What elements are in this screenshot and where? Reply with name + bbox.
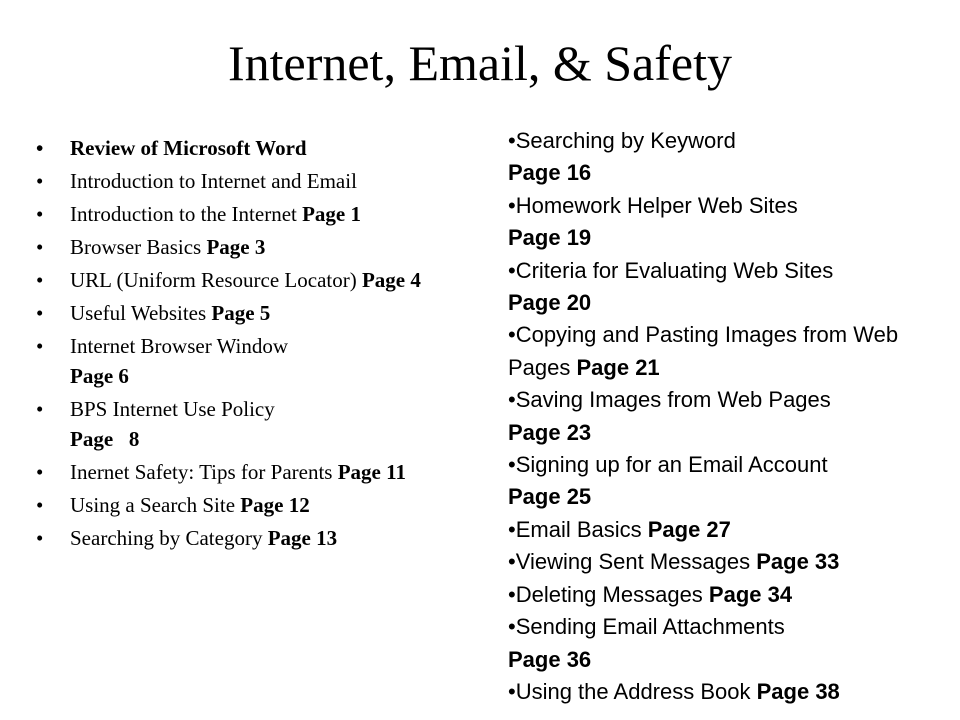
list-item bbox=[36, 335, 456, 357]
list-item bbox=[36, 203, 456, 225]
list-item bbox=[508, 190, 948, 255]
item-text: •Saving Images from Web Pages bbox=[508, 387, 831, 413]
list-item bbox=[36, 170, 456, 192]
item-page: Page 20 bbox=[508, 290, 592, 316]
item-text: •Copying and Pasting Images from Web Pages bbox=[508, 322, 899, 380]
item-page: Page 6 bbox=[70, 364, 129, 388]
list-item bbox=[508, 384, 948, 449]
item-page: Page 38 bbox=[756, 678, 840, 704]
item-page: Page 27 bbox=[647, 516, 731, 542]
list-item bbox=[508, 125, 948, 190]
item-text: Searching by Category bbox=[70, 526, 268, 550]
left-topic-list bbox=[36, 137, 456, 560]
item-page: Page 11 bbox=[337, 460, 406, 484]
item-page: Page 36 bbox=[508, 646, 592, 672]
right-topic-list bbox=[508, 125, 948, 708]
item-page: Page 13 bbox=[267, 526, 338, 550]
item-text: Browser Basics bbox=[70, 235, 207, 259]
item-page: Page 34 bbox=[708, 581, 793, 607]
list-item-continuation bbox=[36, 428, 456, 450]
item-text: •Using the Address Book bbox=[508, 678, 757, 704]
item-text: Inernet Safety: Tips for Parents bbox=[70, 460, 338, 484]
item-text: •Searching by Keyword bbox=[508, 128, 736, 153]
list-item bbox=[508, 255, 948, 320]
list-item bbox=[508, 611, 948, 676]
list-item bbox=[36, 527, 456, 549]
item-text: Introduction to Internet and Email bbox=[70, 169, 357, 193]
item-page: Page 33 bbox=[756, 549, 840, 575]
item-page: Page 25 bbox=[508, 484, 592, 510]
list-item bbox=[36, 137, 456, 159]
list-item bbox=[36, 398, 456, 420]
item-page: Page 1 bbox=[302, 202, 362, 226]
item-text: •Email Basics bbox=[508, 516, 648, 542]
item-text: Internet Browser Window bbox=[70, 334, 289, 358]
list-item bbox=[36, 302, 456, 324]
item-page: Page 3 bbox=[206, 235, 266, 259]
item-text: Introduction to the Internet bbox=[70, 202, 303, 226]
item-text: •Sending Email Attachments bbox=[508, 614, 785, 640]
item-page: Page 12 bbox=[240, 493, 310, 517]
list-item bbox=[36, 461, 456, 483]
item-text: Using a Search Site bbox=[70, 493, 241, 517]
list-item bbox=[36, 269, 456, 291]
list-item bbox=[508, 579, 948, 611]
list-item bbox=[508, 449, 948, 514]
item-text: Review of Microsoft Word bbox=[70, 136, 307, 160]
item-text: •Deleting Messages bbox=[508, 581, 709, 607]
item-page: Page 21 bbox=[576, 354, 660, 380]
item-text: •Criteria for Evaluating Web Sites bbox=[508, 257, 834, 283]
item-page: Page 8 bbox=[70, 427, 140, 451]
item-page: Page 16 bbox=[508, 160, 592, 186]
list-item bbox=[36, 494, 456, 516]
item-text: Useful Websites bbox=[70, 301, 212, 325]
list-item bbox=[508, 319, 948, 384]
item-page: Page 19 bbox=[508, 225, 592, 251]
item-page: Page 5 bbox=[211, 301, 271, 325]
item-text: •Signing up for an Email Account bbox=[508, 452, 828, 478]
item-text: URL (Uniform Resource Locator) bbox=[70, 268, 362, 292]
item-text: •Viewing Sent Messages bbox=[508, 549, 757, 575]
list-item-continuation bbox=[36, 365, 456, 387]
item-text: BPS Internet Use Policy bbox=[70, 397, 275, 421]
item-text: •Homework Helper Web Sites bbox=[508, 192, 798, 218]
page-title: Internet, Email, & Safety bbox=[227, 35, 732, 91]
list-item bbox=[508, 676, 948, 708]
item-page: Page 23 bbox=[508, 419, 592, 445]
list-item bbox=[36, 236, 456, 258]
item-page: Page 4 bbox=[361, 268, 421, 292]
list-item bbox=[508, 546, 948, 578]
list-item bbox=[508, 514, 948, 546]
